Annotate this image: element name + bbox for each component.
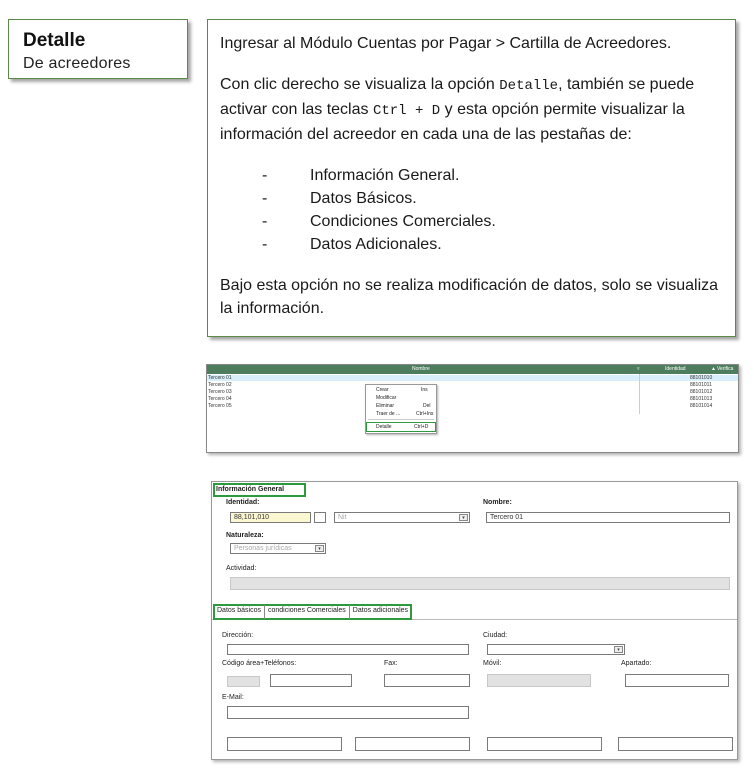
naturaleza-label: Naturaleza: bbox=[226, 532, 264, 539]
dash: - bbox=[262, 213, 268, 230]
instruction-detail bbox=[220, 73, 723, 146]
dash: - bbox=[262, 236, 268, 253]
list-item-label: Condiciones Comerciales. bbox=[310, 213, 496, 230]
row-name: Tercero 02 bbox=[208, 382, 232, 388]
detalle-keyword: Detalle bbox=[499, 78, 559, 94]
row-id: 88101010 bbox=[690, 375, 713, 381]
direccion-field[interactable] bbox=[227, 644, 469, 655]
chevron-down-icon[interactable]: ▾ bbox=[459, 514, 468, 521]
menu-item-crear[interactable] bbox=[366, 386, 436, 394]
select-value: Nit bbox=[338, 514, 347, 521]
actividad-field[interactable] bbox=[230, 577, 730, 590]
telefonos-label: Código área+Teléfonos: bbox=[222, 660, 297, 667]
menu-item-eliminar[interactable] bbox=[366, 402, 436, 410]
actividad-label: Actividad: bbox=[226, 565, 257, 572]
row-name: Tercero 05 bbox=[208, 403, 232, 409]
tabs-list bbox=[262, 164, 723, 256]
instruction-path: Ingresar al Módulo Cuentas por Pagar > Cartilla de Acreedores. bbox=[220, 35, 672, 52]
email-label: E-Mail: bbox=[222, 694, 244, 701]
menu-item-modificar[interactable] bbox=[366, 394, 436, 402]
table-row[interactable] bbox=[207, 403, 738, 409]
column-header-nombre[interactable]: Nombre bbox=[412, 366, 430, 372]
creditors-grid bbox=[206, 364, 739, 453]
list-item-label: Datos Básicos. bbox=[310, 190, 417, 207]
tab-datos-adicionales[interactable]: Datos adicionales bbox=[352, 607, 409, 614]
naturaleza-select[interactable] bbox=[230, 543, 326, 554]
menu-item-detalle[interactable] bbox=[366, 422, 436, 432]
list-item-label: Datos Adicionales. bbox=[310, 236, 442, 253]
context-menu bbox=[365, 384, 437, 434]
menu-item-shortcut: Ctrl+Ins bbox=[416, 411, 434, 417]
extra-field[interactable] bbox=[227, 737, 342, 751]
column-header-identidad[interactable]: Identidad bbox=[665, 366, 686, 372]
document-type-select[interactable] bbox=[334, 512, 470, 523]
identidad-label: Identidad: bbox=[226, 499, 260, 506]
sort-icon: ▲ bbox=[711, 366, 716, 372]
row-id: 88101011 bbox=[690, 382, 712, 388]
nombre-field[interactable]: Tercero 01 bbox=[486, 512, 730, 523]
chevron-down-icon[interactable]: ▾ bbox=[315, 545, 324, 552]
row-id: 88101013 bbox=[690, 396, 713, 402]
tabs-bar bbox=[214, 605, 411, 619]
fax-label: Fax: bbox=[384, 660, 398, 667]
tab-condiciones-comerciales[interactable]: condiciones Comerciales bbox=[265, 605, 350, 619]
menu-item-traer[interactable] bbox=[366, 410, 436, 418]
title-card bbox=[8, 19, 188, 79]
menu-item-shortcut: Ctrl+D bbox=[414, 424, 429, 430]
chevron-down-icon[interactable]: ▾ bbox=[614, 646, 623, 653]
menu-item-shortcut: Ins bbox=[421, 387, 428, 393]
extra-field[interactable] bbox=[355, 737, 470, 751]
menu-divider bbox=[368, 419, 434, 420]
identidad-field[interactable]: 88,101,010 bbox=[230, 512, 311, 523]
text-segment: y esta opción permite visualizar la información del acreedor en cada una de las pestañas de: bbox=[220, 101, 685, 143]
verification-field[interactable] bbox=[314, 512, 326, 523]
row-name: Tercero 03 bbox=[208, 389, 232, 395]
dash: - bbox=[262, 190, 268, 207]
creditor-detail-form bbox=[211, 481, 738, 760]
list-item bbox=[262, 164, 723, 187]
email-field[interactable] bbox=[227, 706, 469, 719]
apartado-label: Apartado: bbox=[621, 660, 652, 667]
extra-field[interactable] bbox=[618, 737, 733, 751]
row-id: 88101014 bbox=[690, 403, 713, 409]
sort-icon: ▿ bbox=[637, 366, 640, 372]
ciudad-label: Ciudad: bbox=[483, 632, 508, 639]
table-row[interactable] bbox=[207, 375, 738, 381]
section-title: Información General bbox=[216, 486, 285, 493]
apartado-field[interactable] bbox=[625, 674, 729, 687]
text-segment: , también se puede activar con las teclas bbox=[220, 76, 695, 118]
row-id: 88101012 bbox=[690, 389, 713, 395]
nombre-label: Nombre: bbox=[483, 499, 512, 506]
table-row[interactable] bbox=[207, 382, 738, 388]
menu-item-label: Eliminar bbox=[376, 403, 395, 409]
dash: - bbox=[262, 167, 268, 184]
movil-label: Móvil: bbox=[483, 660, 502, 667]
instruction-note: Bajo esta opción no se realiza modificación de datos, solo se visualiza la información. bbox=[220, 277, 719, 317]
menu-item-label: Detalle bbox=[376, 424, 392, 430]
select-value: Personas jurídicas bbox=[234, 545, 292, 552]
card-title: Detalle bbox=[23, 30, 86, 51]
column-divider bbox=[639, 374, 640, 414]
text-segment: Con clic derecho se visualiza la opción bbox=[220, 76, 500, 93]
card-subtitle: De acreedores bbox=[23, 55, 131, 72]
list-item bbox=[262, 233, 723, 256]
table-row[interactable] bbox=[207, 396, 738, 402]
column-header-verifica[interactable]: Verifica bbox=[717, 366, 734, 372]
instructions-card bbox=[207, 19, 736, 337]
ciudad-select[interactable] bbox=[487, 644, 625, 655]
row-name: Tercero 01 bbox=[208, 375, 232, 381]
menu-item-shortcut: Del bbox=[423, 403, 431, 409]
tab-datos-basicos[interactable]: Datos básicos bbox=[214, 605, 265, 619]
shortcut-keys: Ctrl + D bbox=[372, 103, 441, 119]
table-row[interactable] bbox=[207, 389, 738, 395]
menu-item-label: Modificar bbox=[376, 395, 397, 401]
telefonos-field[interactable] bbox=[270, 674, 352, 687]
area-code-field[interactable] bbox=[227, 676, 260, 687]
movil-field[interactable] bbox=[487, 674, 591, 687]
extra-field[interactable] bbox=[487, 737, 602, 751]
grid-header bbox=[207, 365, 738, 374]
list-item-label: Información General. bbox=[310, 167, 460, 184]
list-item bbox=[262, 210, 723, 233]
direccion-label: Dirección: bbox=[222, 632, 254, 639]
list-item bbox=[262, 187, 723, 210]
row-name: Tercero 04 bbox=[208, 396, 232, 402]
fax-field[interactable] bbox=[384, 674, 470, 687]
menu-item-label: Traer de ... bbox=[376, 411, 401, 417]
menu-item-label: Crear bbox=[376, 387, 389, 393]
